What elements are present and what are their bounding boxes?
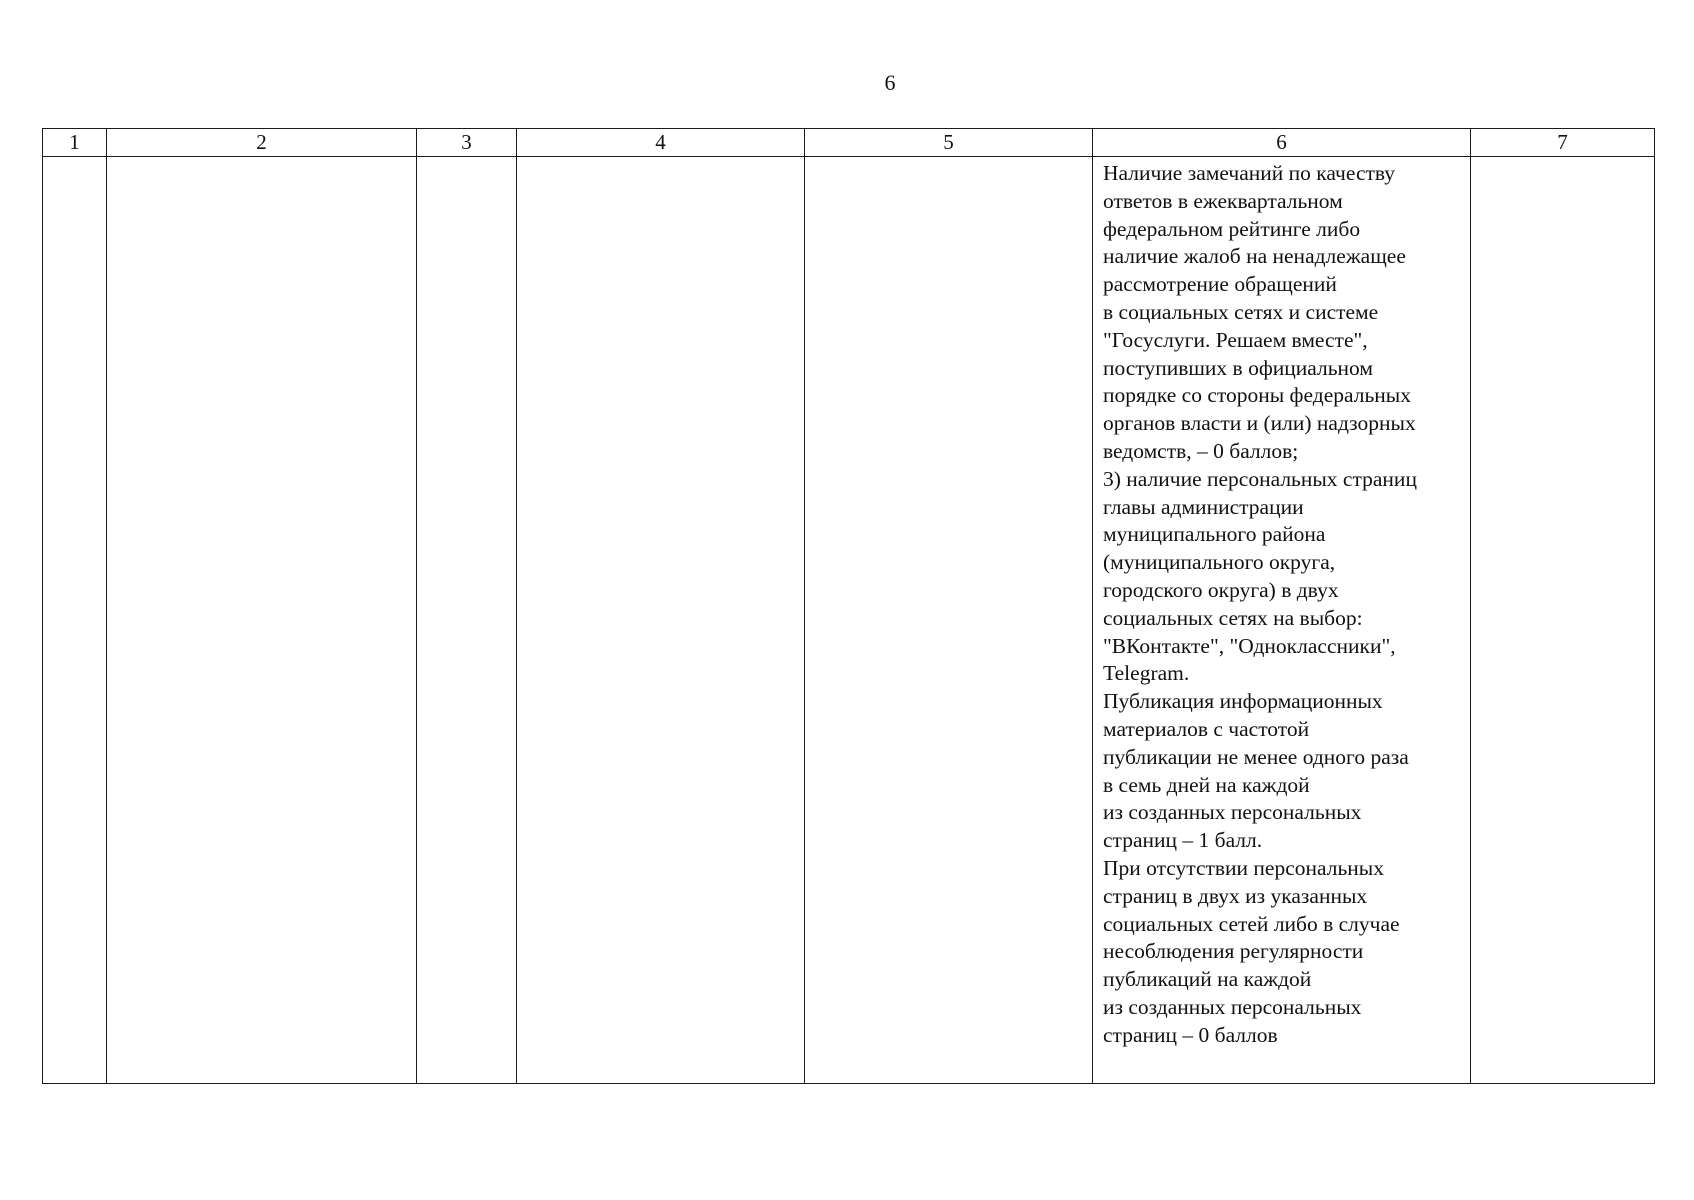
column-header-1: 1 xyxy=(43,129,107,157)
criteria-text-line: При отсутствии персональных xyxy=(1103,855,1384,880)
criteria-text-line: 3) наличие персональных страниц xyxy=(1103,466,1417,491)
column-header-4: 4 xyxy=(517,129,805,157)
cell-col-3 xyxy=(417,157,517,1084)
criteria-text-line: органов власти и (или) надзорных xyxy=(1103,411,1416,436)
criteria-text-line: в социальных сетях и системе xyxy=(1103,299,1379,324)
column-header-2: 2 xyxy=(107,129,417,157)
cell-col-2 xyxy=(107,157,417,1084)
criteria-text-line: Наличие замечаний по качеству xyxy=(1103,161,1396,185)
criteria-text-line: из созданных персональных xyxy=(1103,994,1362,1019)
criteria-text-line: несоблюдения регулярности xyxy=(1103,939,1364,964)
cell-col-1 xyxy=(43,157,107,1084)
criteria-text-line: "Госуслуги. Решаем вместе", xyxy=(1103,327,1368,352)
criteria-text xyxy=(1093,157,1470,1050)
cell-col-4 xyxy=(517,157,805,1084)
criteria-text-line: порядке со стороны федеральных xyxy=(1103,383,1411,408)
criteria-text-line: страниц – 1 балл. xyxy=(1103,828,1263,853)
criteria-table xyxy=(42,128,1655,1084)
page-number: 6 xyxy=(884,70,896,95)
criteria-text-line: социальных сетях на выбор: xyxy=(1103,605,1363,630)
table-header-row xyxy=(43,129,1655,157)
criteria-text-line: главы администрации xyxy=(1103,494,1304,519)
criteria-text-line: публикаций на каждой xyxy=(1103,967,1312,992)
cell-col-5 xyxy=(805,157,1093,1084)
column-header-3: 3 xyxy=(417,129,517,157)
table-row xyxy=(43,157,1655,1084)
column-header-7: 7 xyxy=(1471,129,1655,157)
criteria-text-line: муниципального района xyxy=(1103,522,1326,547)
cell-col-6 xyxy=(1093,157,1471,1084)
criteria-text-line: ведомств, – 0 баллов; xyxy=(1103,438,1299,463)
criteria-text-line: страниц – 0 баллов xyxy=(1103,1022,1278,1047)
criteria-text-line: рассмотрение обращений xyxy=(1103,272,1337,297)
criteria-text-line: (муниципального округа, xyxy=(1103,550,1336,575)
column-header-6: 6 xyxy=(1093,129,1471,157)
criteria-text-line: Telegram. xyxy=(1103,661,1190,686)
criteria-text-line: в семь дней на каждой xyxy=(1103,772,1310,797)
criteria-text-line: социальных сетей либо в случае xyxy=(1103,911,1400,936)
cell-col-7 xyxy=(1471,157,1655,1084)
criteria-text-line: городского округа) в двух xyxy=(1103,577,1339,602)
criteria-text-line: материалов с частотой xyxy=(1103,716,1310,741)
criteria-text-line: ответов в ежеквартальном xyxy=(1103,188,1343,213)
criteria-text-line: наличие жалоб на ненадлежащее xyxy=(1103,244,1406,269)
criteria-text-line: страниц в двух из указанных xyxy=(1103,883,1368,908)
criteria-text-line: "ВКонтакте", "Одноклассники", xyxy=(1103,633,1396,658)
criteria-text-line: поступивших в официальном xyxy=(1103,355,1373,380)
criteria-text-line: из созданных персональных xyxy=(1103,800,1362,825)
criteria-text-line: федеральном рейтинге либо xyxy=(1103,216,1361,241)
criteria-text-line: Публикация информационных xyxy=(1103,689,1383,714)
criteria-text-line: публикации не менее одного раза xyxy=(1103,744,1409,769)
column-header-5: 5 xyxy=(805,129,1093,157)
